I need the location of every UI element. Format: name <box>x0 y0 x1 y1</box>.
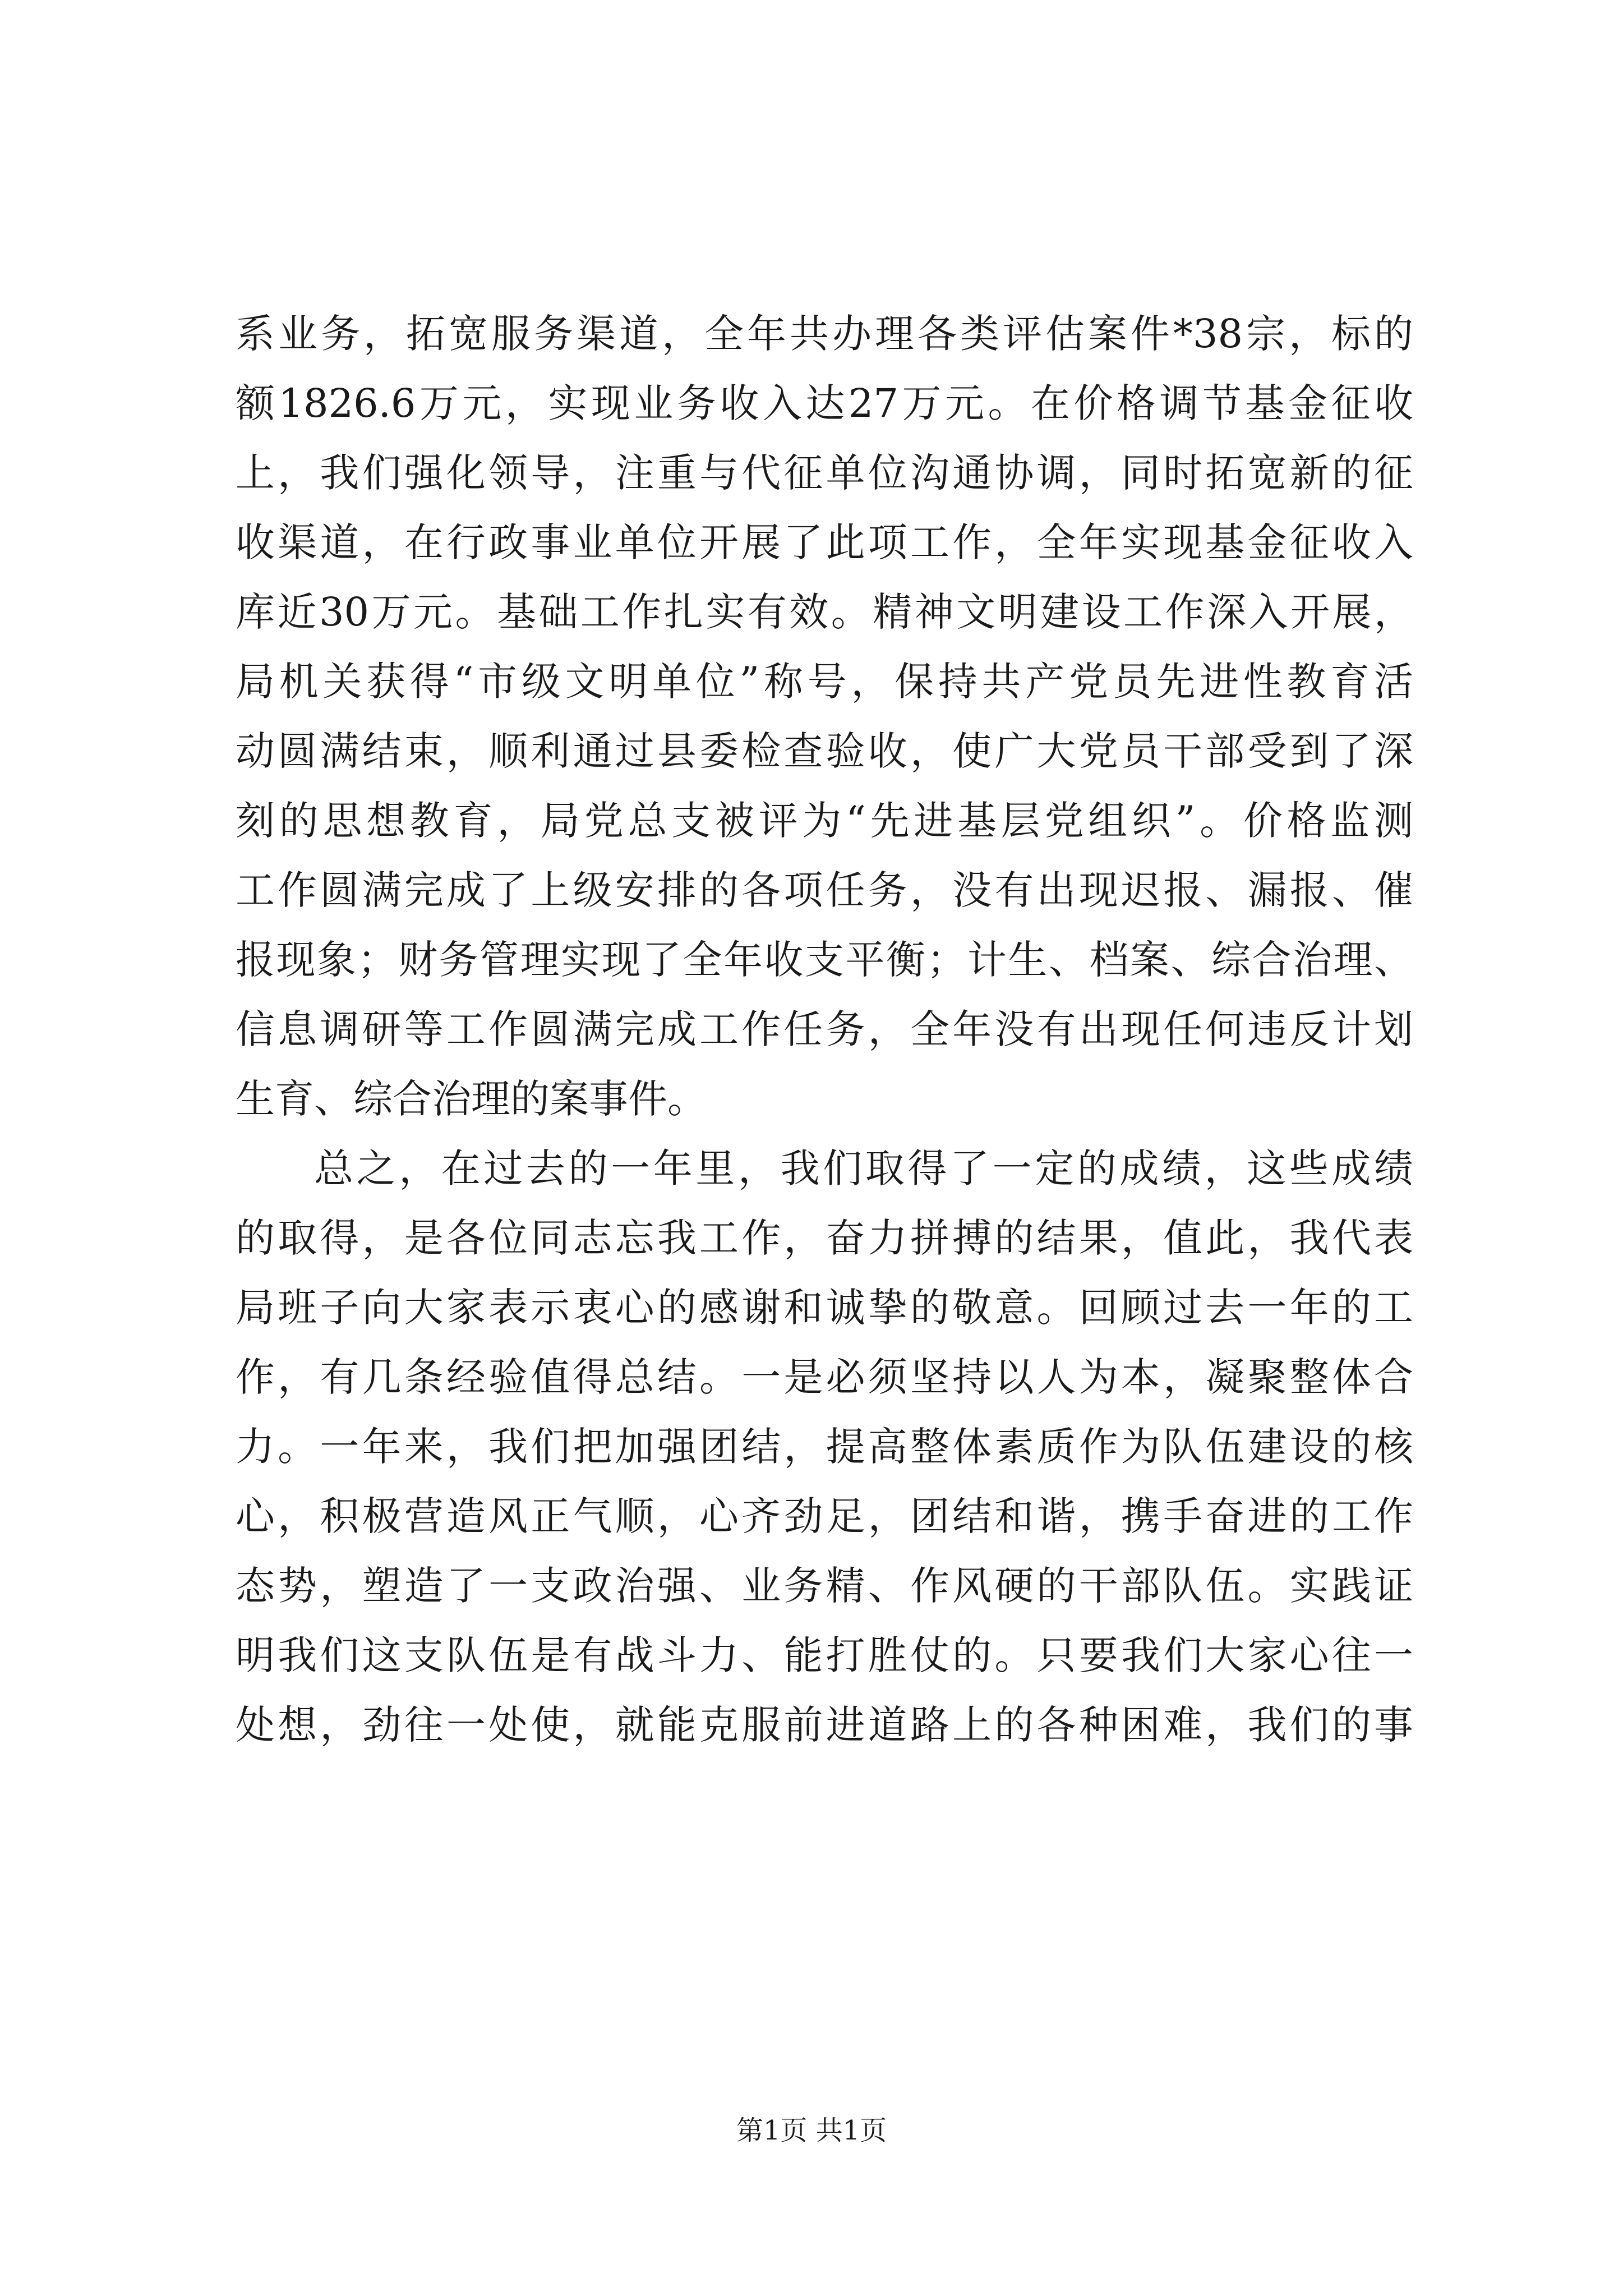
text-line-10: 报现象；财务管理实现了全年收支平衡；计生、档案、综合治理、 <box>236 937 1413 983</box>
text-line-1: 系业务，拓宽服务渠道，全年共办理各类评估案件*38宗，标的 <box>236 311 1413 357</box>
text-line-15: 局班子向大家表示衷心的感谢和诚挚的敬意。回顾过去一年的工 <box>236 1285 1413 1331</box>
text-line-19: 态势，塑造了一支政治强、业务精、作风硬的干部队伍。实践证 <box>236 1563 1413 1609</box>
text-line-16: 作，有几条经验值得总结。一是必须坚持以人为本，凝聚整体合 <box>236 1354 1413 1400</box>
text-line-9: 工作圆满完成了上级安排的各项任务，没有出现迟报、漏报、催 <box>236 867 1413 913</box>
text-line-12: 生育、综合治理的案事件。 <box>236 1076 707 1122</box>
text-line-5: 库近30万元。基础工作扎实有效。精神文明建设工作深入开展， <box>236 589 1413 635</box>
text-line-6: 局机关获得“市级文明单位”称号，保持共产党员先进性教育活 <box>236 659 1413 705</box>
text-line-21: 处想，劲往一处使，就能克服前进道路上的各种困难，我们的事 <box>236 1702 1413 1748</box>
text-line-17: 力。一年来，我们把加强团结，提高整体素质作为队伍建设的核 <box>236 1424 1413 1470</box>
text-line-14: 的取得，是各位同志忘我工作，奋力拼搏的结果，值此，我代表 <box>236 1215 1413 1261</box>
text-line-18: 心，积极营造风正气顺，心齐劲足，团结和谐，携手奋进的工作 <box>236 1493 1413 1539</box>
text-line-11: 信息调研等工作圆满完成工作任务，全年没有出现任何违反计划 <box>236 1006 1413 1052</box>
text-line-4: 收渠道，在行政事业单位开展了此项工作，全年实现基金征收入 <box>236 519 1413 565</box>
text-line-8: 刻的思想教育，局党总支被评为“先进基层党组织”。价格监测 <box>236 798 1413 844</box>
text-line-2: 额1826.6万元，实现业务收入达27万元。在价格调节基金征收 <box>236 380 1413 426</box>
page-footer: 第1页 共1页 <box>736 2115 887 2146</box>
text-line-20: 明我们这支队伍是有战斗力、能打胜仗的。只要我们大家心往一 <box>236 1632 1413 1678</box>
text-line-7: 动圆满结束，顺利通过县委检查验收，使广大党员干部受到了深 <box>236 728 1413 774</box>
text-line-3: 上，我们强化领导，注重与代征单位沟通协调，同时拓宽新的征 <box>236 450 1413 496</box>
text-line-13: 总之，在过去的一年里，我们取得了一定的成绩，这些成绩 <box>314 1145 1413 1191</box>
